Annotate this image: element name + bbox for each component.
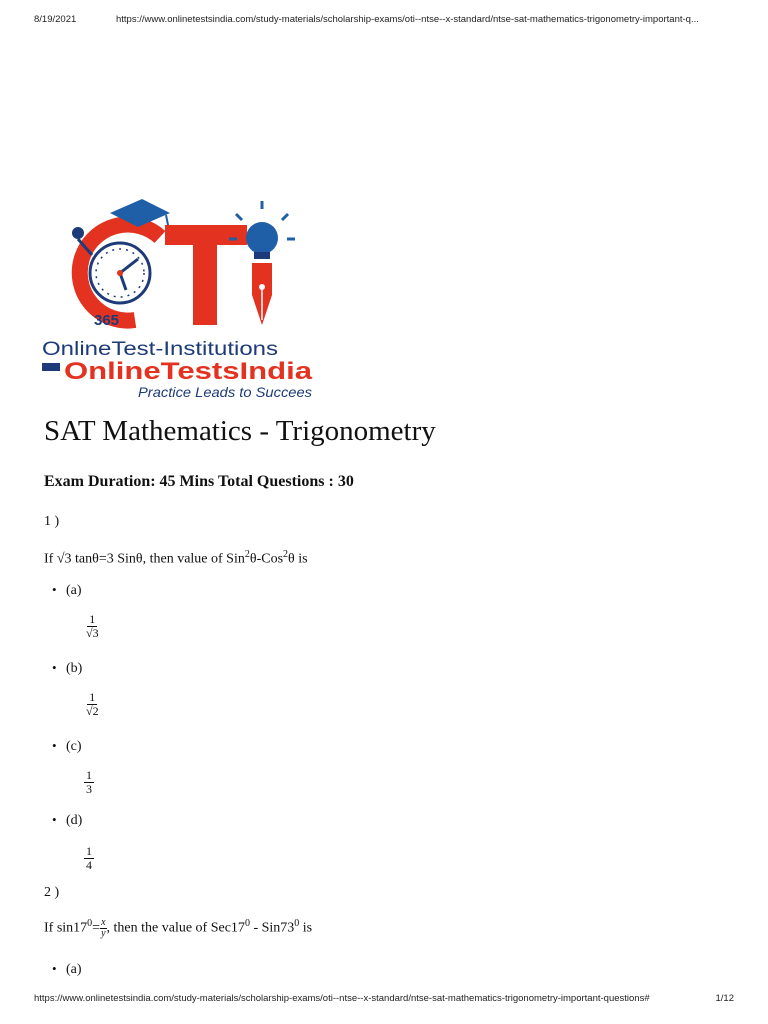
option-1a-fraction: $\frac{1}{√3}$ [86, 612, 99, 640]
question-2-text: If $\sin 17^0=$ $\frac{x}{y}$ , then the value of $Sec17^0 - Sin73^0$ is [44, 917, 313, 939]
print-date: 8/19/2021 [34, 14, 77, 25]
logo-line2: OnlineTestsIndia [64, 358, 313, 385]
logo-365: 365 [94, 312, 120, 329]
page-title: SAT Mathematics - Trigonometry [44, 415, 436, 447]
page-number: 1/12 [715, 993, 734, 1004]
logo-tagline: Practice Leads to Succees [138, 384, 312, 400]
footer-url[interactable]: https://www.onlinetestsindia.com/study-materials/scholarship-exams/oti--ntse--x-standard/ntse-sat-mathematics-trigonometry-important-questions# [34, 993, 650, 1004]
logo-figure-head [72, 227, 84, 239]
option-1b-label[interactable]: • (b) [66, 661, 82, 677]
logo-line1: OnlineTest-Institutions [42, 339, 278, 360]
option-2a-label[interactable]: • (a) [66, 962, 82, 978]
print-url[interactable]: https://www.onlinetestsindia.com/study-materials/scholarship-exams/oti--ntse--x-standard/ntse-sat-mathematics-trigonometry-important-q... [116, 14, 699, 25]
option-1d-label[interactable]: • (d) [66, 813, 82, 829]
lightbulb-icon [246, 222, 278, 254]
option-1c-fraction: $\frac{1}{3}$ [86, 768, 92, 796]
question-1-text: If √3 tanθ=3 Sinθ, then value of Sin$^2$θ-Cos$^2$θ is [44, 549, 308, 567]
oti-logo [40, 195, 330, 410]
mortarboard-icon [42, 363, 60, 371]
option-1b-fraction: $\frac{1}{√2}$ [86, 690, 99, 718]
option-1d-fraction: $\frac{1}{4}$ [86, 844, 92, 872]
print-header [34, 14, 734, 25]
print-footer [34, 993, 734, 1004]
option-1a-label[interactable]: • (a) [66, 583, 82, 599]
question-2-number: 2 ) [44, 885, 60, 900]
question-2-inline-fraction: $\frac{x}{y}$ [101, 917, 106, 939]
exam-meta: Exam Duration: 45 Mins Total Questions : 30 [44, 473, 354, 490]
logo-t-stem [193, 225, 217, 325]
question-1-number: 1 ) [44, 514, 60, 529]
option-1c-label[interactable]: • (c) [66, 739, 82, 755]
